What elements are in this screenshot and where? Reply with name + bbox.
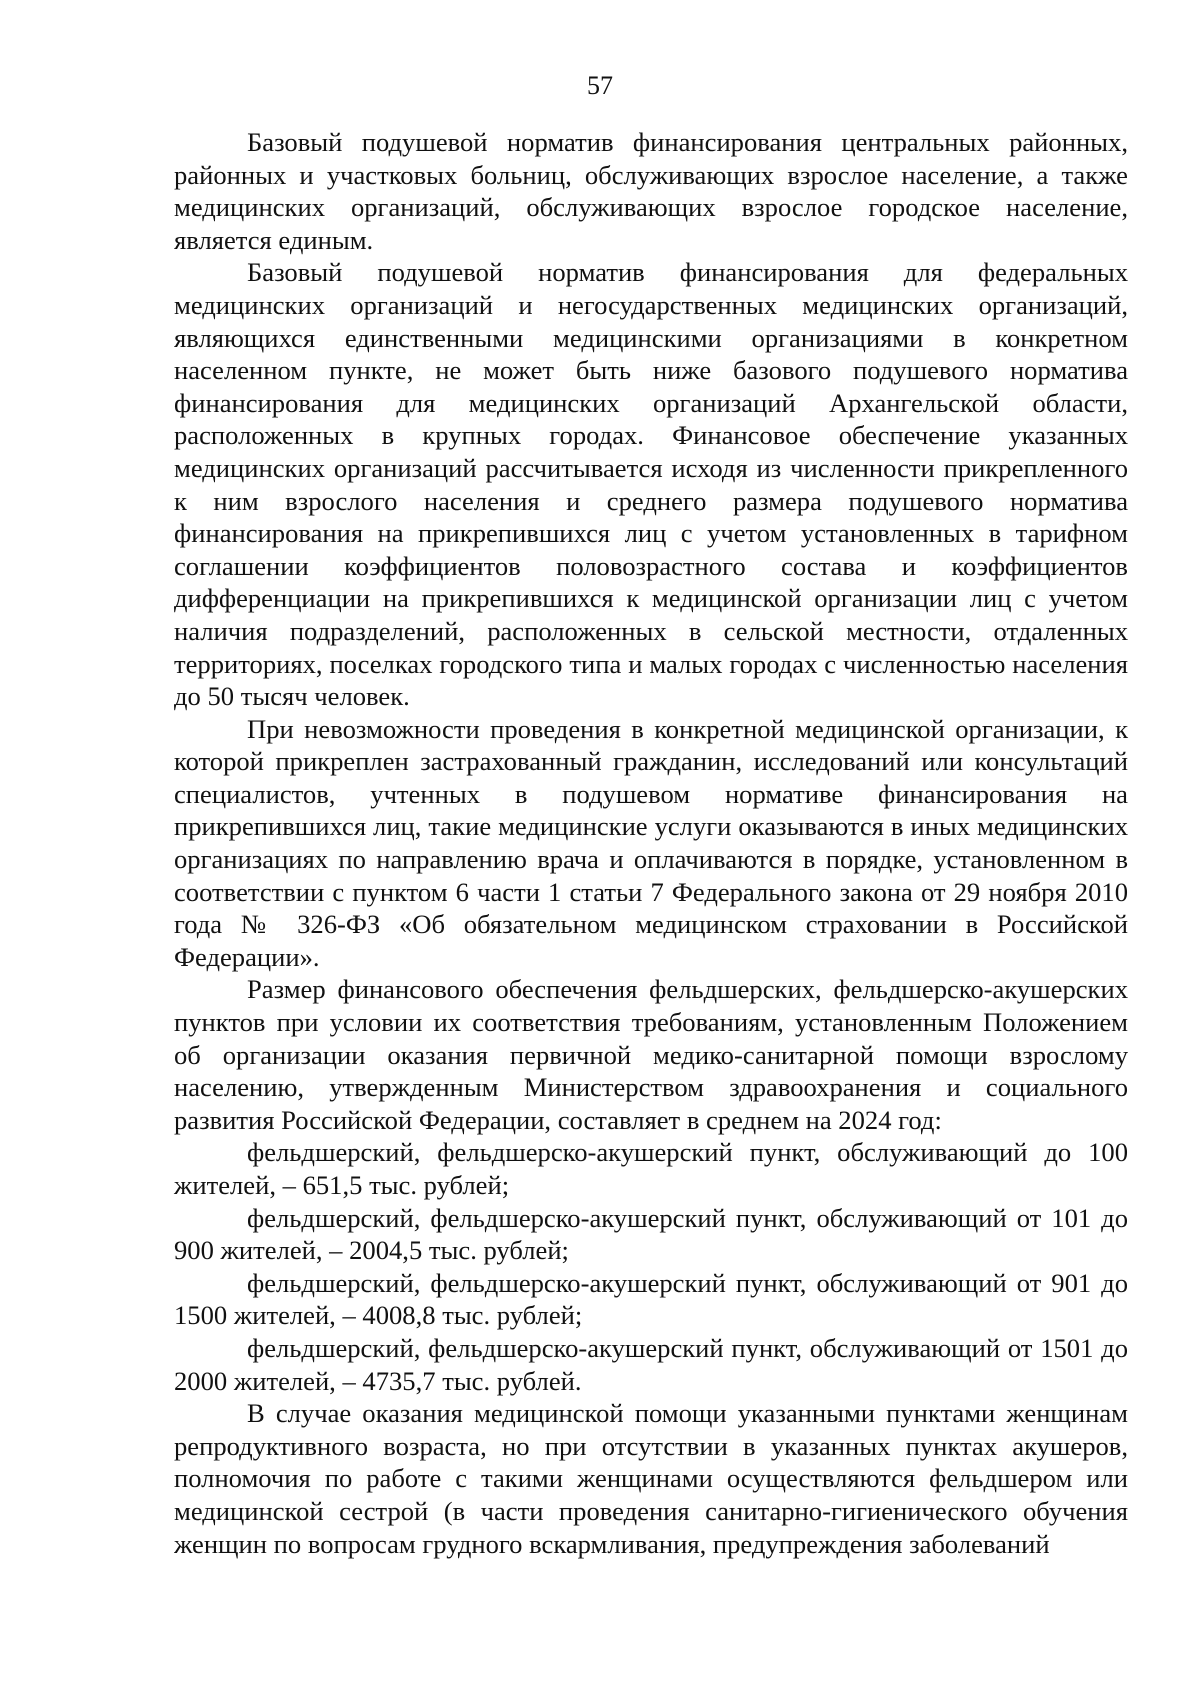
paragraph-reproductive-age: В случае оказания медицинской помощи указанными пунктами женщинам репродуктивного возраста, но при отсутствии в указанных пунктах акушеров, полномочия по работе с такими женщинами осуществляются фельдшером или медицинской сестрой (в части проведения санитарно-гигиенического обучения женщин по вопросам грудного вскармливания, предупреждения заболеваний [174, 1398, 1128, 1559]
paragraph-other-organizations: При невозможности проведения в конкретной медицинской организации, к которой прикреплен застрахованный гражданин, исследований или консультаций специалистов, учтенных в подушевом нормативе финансирования на прикрепившихся лиц, такие медицинские услуги оказываются в иных медицинских организациях по направлению врача и оплачиваются в порядке, установленном в соответствии с пунктом 6 части 1 статьи 7 Федерального закона от 29 ноября 2010 года № 326-ФЗ «Об обязательном медицинском страховании в Российской Федерации». [174, 713, 1128, 972]
list-item-up-to-100: фельдшерский, фельдшерско-акушерский пункт, обслуживающий до 100 жителей, – 651,5 тыс. рублей; [174, 1137, 1128, 1200]
list-item-1501-2000: фельдшерский, фельдшерско-акушерский пункт, обслуживающий от 1501 до 2000 жителей, – 4735,7 тыс. рублей. [174, 1332, 1128, 1396]
document-body [174, 126, 1128, 1625]
paragraph-unified-norm: Базовый подушевой норматив финансирования центральных районных, районных и участковых больниц, обслуживающих взрослое население, а также медицинских организаций, обслуживающих взрослое городское население, является единым. [174, 127, 1128, 255]
list-item-101-900: фельдшерский, фельдшерско-акушерский пункт, обслуживающий от 101 до 900 жителей, – 2004,5 тыс. рублей; [174, 1202, 1128, 1266]
list-item-901-1500: фельдшерский, фельдшерско-акушерский пункт, обслуживающий от 901 до 1500 жителей, – 4008,8 тыс. рублей; [174, 1267, 1128, 1331]
page-number: 57 [587, 71, 613, 100]
paragraph-federal-organizations: Базовый подушевой норматив финансирования для федеральных медицинских организаций и негосударственных медицинских организаций, являющихся единственными медицинскими организациями в конкретном населенном пункте, не может быть ниже базового подушевого норматива финансирования для медицинских организаций Архангельской области, расположенных в крупных городах. Финансовое обеспечение указанных медицинских организаций рассчитывается исходя из численности прикрепленного к ним взрослого населения и среднего размера подушевого норматива финансирования на прикрепившихся лиц с учетом установленных в тарифном соглашении коэффициентов половозрастного состава и коэффициентов дифференциации на прикрепившихся к медицинской организации лиц с учетом наличия подразделений, расположенных в сельской местности, отдаленных территориях, поселках городского типа и малых городах с численностью населения до 50 тысяч человек. [174, 257, 1128, 712]
paragraph-feldsher-funding: Размер финансового обеспечения фельдшерских, фельдшерско-акушерских пунктов при условии их соответствия требованиям, установленным Положением об организации оказания первичной медико-санитарной помощи взрослому населению, утвержденным Министерством здравоохранения и социального развития Российской Федерации, составляет в среднем на 2024 год: [174, 974, 1128, 1135]
